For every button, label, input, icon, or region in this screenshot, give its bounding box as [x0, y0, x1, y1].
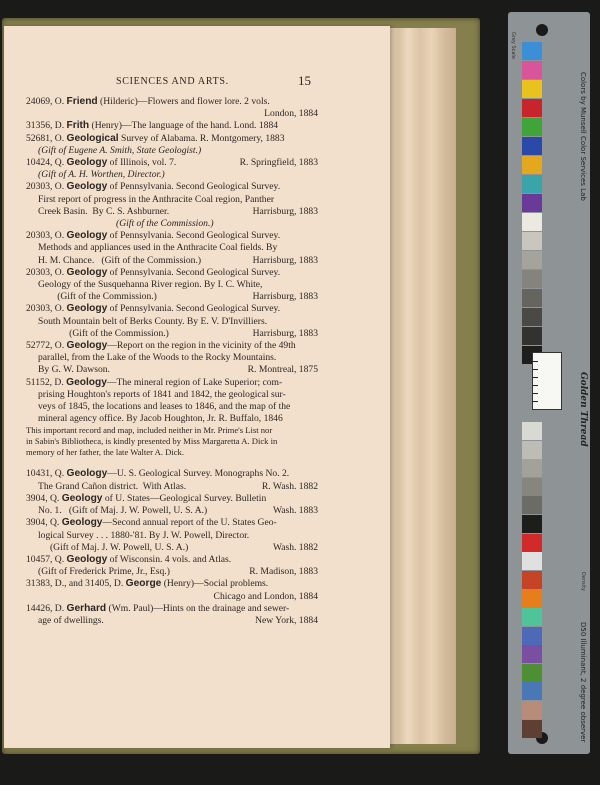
color-swatch — [522, 213, 542, 231]
entry-line — [26, 481, 318, 493]
ruler-tick — [533, 377, 538, 378]
gift-text: (Gift of Eugene A. Smith, State Geologist.) — [38, 144, 202, 156]
entry-headword: Frith — [66, 120, 90, 132]
catalog-entry — [26, 133, 318, 157]
line-text: in Sabin's Bibliotheca, is kindly presented by Miss Margaretta A. Dick in — [26, 436, 278, 447]
line-text: London, 1884 — [264, 108, 318, 120]
entry-line — [26, 120, 318, 132]
entry-title: —The mineral region of Lake Superior; com- — [106, 376, 283, 388]
line-text: Geology of the Susquehanna River region. By I. C. White, — [38, 279, 263, 291]
entry-line — [26, 157, 318, 169]
entry-imprint: Harrisburg, 1883 — [252, 327, 318, 339]
gift-note — [26, 218, 318, 230]
color-swatch — [522, 552, 542, 570]
entry-title: (Hilderic)—Flowers and flower lore. 2 vols. — [97, 96, 270, 107]
card-hole-top — [536, 24, 548, 36]
entry-line — [26, 194, 318, 206]
entry-headword: Geology — [66, 376, 107, 388]
entry-line — [26, 517, 318, 529]
entry-headword: Geology — [66, 303, 108, 315]
catalog-entry — [26, 377, 318, 459]
card-gray-label: Grey Scale — [510, 32, 516, 59]
line-text: prising Houghton's reports of 1841 and 1842, the geological sur- — [38, 388, 286, 400]
entry-detail: The Grand Cañon district. With Atlas. — [38, 480, 187, 492]
entry-detail: (Gift of Frederick Prime, Jr., Esq.) — [38, 566, 170, 578]
line-text: South Mountain belt of Berks County. By E. V. D'Invilliers. — [38, 315, 268, 327]
entry-headword: Geological — [66, 132, 119, 144]
entry-line — [26, 505, 318, 517]
entry-number: 10431, Q. — [26, 468, 67, 480]
entry-number: 3904, Q. — [26, 492, 62, 504]
entry-line — [26, 401, 318, 413]
entry-line — [26, 96, 318, 108]
color-swatch — [522, 534, 542, 552]
catalog-entry — [26, 603, 318, 627]
entry-line — [26, 242, 318, 254]
line-text: parallel, from the Lake of the Woods to the Rocky Mountains. — [38, 352, 277, 364]
entry-title: of Pennsylvania. Second Geological Survey. — [107, 230, 281, 242]
entry-headword: Geology — [61, 492, 103, 504]
entry-imprint: Wash. 1882 — [272, 541, 318, 553]
color-swatch — [522, 459, 542, 477]
entry-detail: By G. W. Dawson. — [38, 364, 110, 376]
entry-title: (Henry)—The language of the hand. Lond. 1884 — [89, 120, 279, 132]
line-text: logical Survey . . . 1880-'81. By J. W. Powell, Director. — [38, 529, 250, 541]
running-head: SCIENCES AND ARTS. — [116, 76, 229, 87]
entry-detail: (Gift of the Commission.) — [38, 291, 157, 303]
entry-title: (Henry)—Social problems. — [161, 578, 269, 590]
entry-line — [26, 303, 318, 315]
color-swatch — [522, 61, 542, 79]
entry-imprint: Harrisburg, 1883 — [252, 254, 318, 266]
entry-number: 20303, O. — [26, 230, 67, 242]
entry-headword: Geology — [66, 230, 108, 242]
entry-imprint: Harrisburg, 1883 — [252, 205, 318, 217]
color-swatch — [522, 701, 542, 719]
ruler-tick — [533, 369, 538, 370]
color-swatch — [522, 627, 542, 645]
entry-detail: age of dwellings. — [38, 614, 104, 626]
entry-number: 51152, D. — [26, 376, 67, 388]
ruler-tick — [533, 385, 538, 386]
entry-title: of Pennsylvania. Second Geological Survey. — [107, 303, 281, 315]
catalog-entry — [26, 230, 318, 267]
color-swatch — [522, 175, 542, 193]
catalog-entry — [26, 181, 318, 230]
color-swatch — [522, 664, 542, 682]
entry-headword: Friend — [66, 96, 98, 107]
entry-line — [26, 413, 318, 425]
footnote-line — [26, 447, 318, 458]
entry-line — [26, 267, 318, 279]
catalog-entry — [26, 493, 318, 517]
entry-number: 31356, D. — [26, 120, 67, 132]
entry-line — [26, 578, 318, 590]
entry-number: 10424, Q. — [26, 157, 67, 169]
card-product-label: Golden Thread — [578, 372, 588, 447]
color-swatch — [522, 720, 542, 738]
entry-line — [26, 255, 318, 267]
entry-line — [26, 554, 318, 566]
color-swatch — [522, 289, 542, 307]
entry-line — [26, 364, 318, 376]
entry-number: 31383, D., and 31405, D. — [26, 578, 126, 590]
entry-number: 20303, O. — [26, 303, 67, 315]
entry-line — [26, 230, 318, 242]
entry-line — [26, 468, 318, 480]
catalog-entries — [26, 96, 318, 627]
entry-line — [26, 291, 318, 303]
entry-imprint: Wash. 1883 — [272, 505, 318, 517]
calibration-ruler — [532, 352, 562, 410]
entry-title: Survey of Alabama. R. Montgomery, 1883 — [118, 132, 285, 144]
entry-imprint: Harrisburg, 1883 — [252, 291, 318, 303]
catalog-entry — [26, 267, 318, 304]
catalog-entry — [26, 554, 318, 578]
entry-number: 52681, O. — [26, 132, 67, 144]
entry-line — [26, 133, 318, 145]
entry-number: 3904, Q. — [26, 517, 62, 529]
entry-title: —U. S. Geological Survey. Monographs No. 2. — [107, 468, 290, 480]
entry-line — [26, 530, 318, 542]
entry-line — [26, 389, 318, 401]
entry-headword: Gerhard — [66, 602, 107, 614]
ruler-tick — [533, 393, 538, 394]
entry-line — [26, 542, 318, 554]
entry-title: —Second annual report of the U. States Geo- — [102, 517, 277, 529]
color-swatch — [522, 42, 542, 60]
catalog-entry — [26, 340, 318, 377]
entry-number: 10457, Q. — [26, 553, 67, 565]
line-text: Chicago and London, 1884 — [213, 590, 318, 602]
color-swatch — [522, 645, 542, 663]
ruler-tick — [533, 401, 538, 402]
entry-line — [26, 279, 318, 291]
color-swatch — [522, 232, 542, 250]
color-swatch — [522, 589, 542, 607]
entry-title: of Pennsylvania. Second Geological Survey. — [107, 181, 281, 193]
entry-imprint: R. Springfield, 1883 — [239, 157, 318, 169]
entry-line — [26, 316, 318, 328]
gift-note — [26, 145, 318, 157]
entry-imprint: R. Wash. 1882 — [261, 480, 318, 492]
entry-headword: Geology — [66, 157, 108, 169]
entry-imprint: New York, 1884 — [255, 614, 318, 626]
entry-headword: Geology — [61, 517, 103, 529]
entry-detail: (Gift of the Commission.) — [38, 327, 169, 339]
line-text: This important record and map, included neither in Mr. Prime's List nor — [26, 425, 273, 436]
color-swatch — [522, 478, 542, 496]
entry-line — [26, 352, 318, 364]
catalog-entry — [26, 578, 318, 602]
color-swatch — [522, 441, 542, 459]
ruler-tick — [533, 361, 538, 362]
color-swatch — [522, 251, 542, 269]
entry-headword: Geology — [66, 553, 108, 565]
color-swatch — [522, 118, 542, 136]
entry-line — [26, 566, 318, 578]
catalog-entry — [26, 468, 318, 492]
footnote-line — [26, 436, 318, 447]
entry-number: 52772, O. — [26, 340, 67, 352]
catalog-entry — [26, 96, 318, 120]
entry-imprint: R. Montreal, 1875 — [247, 364, 318, 376]
color-swatch — [522, 99, 542, 117]
entry-title: of Wisconsin. 4 vols. and Atlas. — [107, 553, 232, 565]
color-swatch — [522, 422, 542, 440]
color-swatch — [522, 682, 542, 700]
line-text: memory of her father, the late Walter A. Dick. — [26, 447, 184, 458]
entry-line — [26, 108, 318, 120]
entry-headword: Geology — [66, 266, 108, 278]
color-swatch — [522, 80, 542, 98]
page-number: 15 — [298, 73, 311, 88]
catalog-entry — [26, 157, 318, 181]
entry-line — [26, 615, 318, 627]
catalog-entry — [26, 120, 318, 132]
card-illuminant-label: D50 Illuminant, 2 degree observer — [579, 622, 587, 743]
color-swatch — [522, 137, 542, 155]
entry-headword: Geology — [66, 468, 108, 480]
gift-text: (Gift of the Commission.) — [116, 218, 214, 230]
line-text: Methods and appliances used in the Anthracite Coal fields. By — [38, 242, 278, 254]
entry-number: 24069, O. — [26, 96, 67, 107]
entry-detail: Creek Basin. By C. S. Ashburner. — [38, 205, 170, 217]
color-swatch — [522, 571, 542, 589]
color-swatch — [522, 308, 542, 326]
footnote-line — [26, 425, 318, 436]
card-density-label: Density — [580, 572, 586, 592]
entry-number: 20303, O. — [26, 266, 67, 278]
entry-title: of Illinois, vol. 7. — [107, 157, 177, 169]
color-swatch — [522, 156, 542, 174]
entry-number: 14426, D. — [26, 602, 67, 614]
entry-headword: Geology — [66, 340, 108, 352]
page-edges — [388, 28, 456, 744]
entry-title: of Pennsylvania. Second Geological Survey. — [107, 266, 281, 278]
gift-note — [26, 169, 318, 181]
color-swatch — [522, 270, 542, 288]
color-swatch — [522, 608, 542, 626]
entry-line — [26, 328, 318, 340]
entry-line — [26, 591, 318, 603]
entry-title: —Report on the region in the vicinity of the 49th — [107, 340, 296, 352]
entry-headword: George — [125, 578, 162, 590]
color-swatch — [522, 515, 542, 533]
entry-title: of U. States—Geological Survey. Bulletin — [102, 492, 267, 504]
entry-line — [26, 340, 318, 352]
color-swatch — [522, 194, 542, 212]
catalog-entry — [26, 517, 318, 554]
entry-detail: (Gift of Maj. J. W. Powell, U. S. A.) — [38, 541, 189, 553]
line-text: mineral agency office. By Jacob Houghton, Jr. R. Buffalo, 1846 — [38, 413, 283, 425]
entry-detail: No. 1. (Gift of Maj. J. W. Powell, U. S. A.) — [38, 505, 208, 517]
line-text: veys of 1845, the locations and leases to 1846, and the map of the — [38, 401, 291, 413]
entry-imprint: R. Madison, 1883 — [249, 566, 318, 578]
entry-headword: Geology — [66, 181, 108, 193]
entry-line — [26, 493, 318, 505]
entry-line — [26, 181, 318, 193]
entry-number: 20303, O. — [26, 181, 67, 193]
catalog-entry — [26, 303, 318, 340]
entry-left — [26, 157, 176, 169]
entry-title: (Wm. Paul)—Hints on the drainage and sewer- — [106, 602, 290, 614]
color-swatch — [522, 327, 542, 345]
entry-line — [26, 377, 318, 389]
entry-line — [26, 603, 318, 615]
card-brand-label: Colors by Munsell Color Services Lab — [579, 72, 587, 201]
line-text: First report of progress in the Anthracite Coal region, Panther — [38, 193, 275, 205]
gift-text: (Gift of A. H. Worthen, Director.) — [38, 169, 165, 181]
entry-detail: H. M. Chance. (Gift of the Commission.) — [38, 254, 202, 266]
color-swatch — [522, 496, 542, 514]
entry-line — [26, 206, 318, 218]
